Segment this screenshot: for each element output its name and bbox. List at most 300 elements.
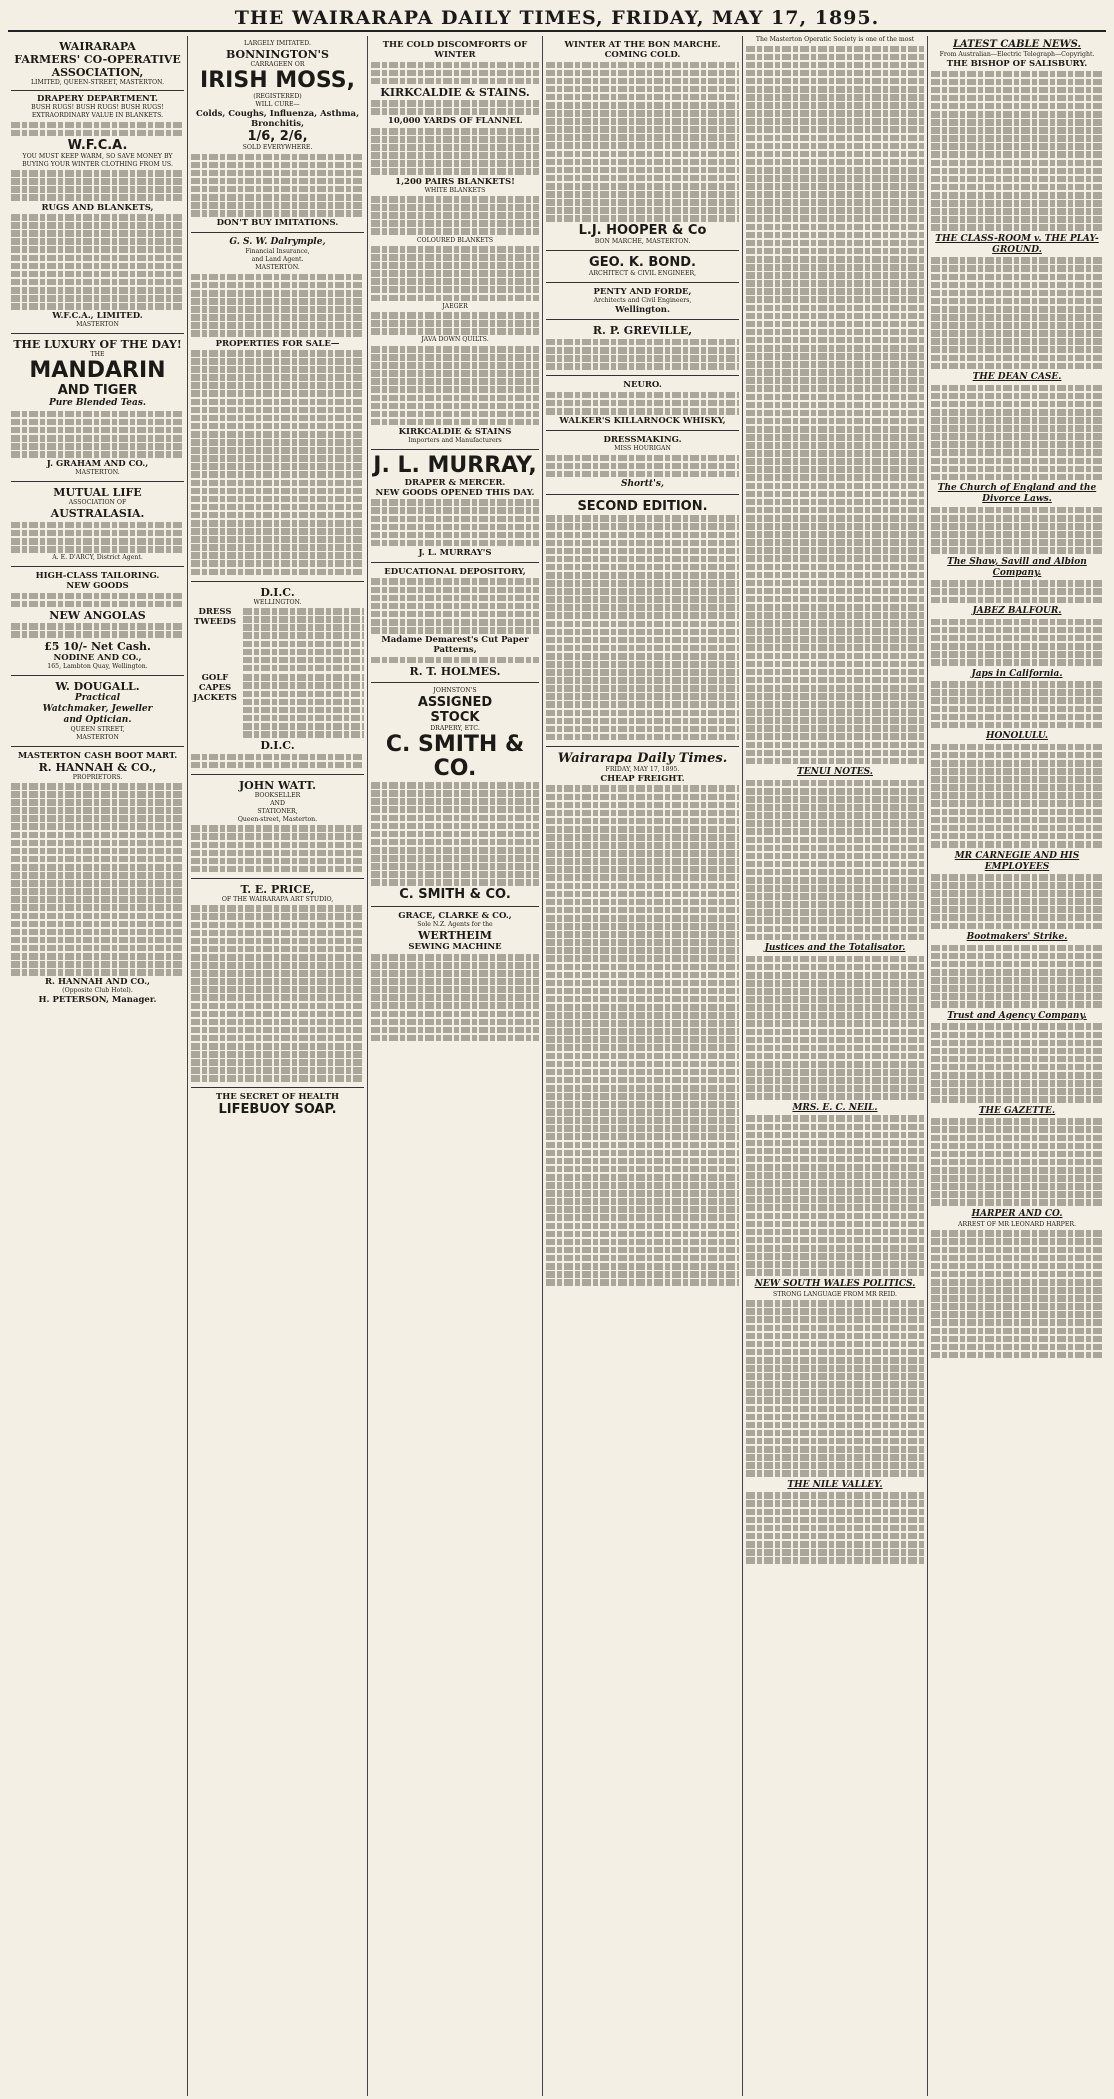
- text-line: [546, 1247, 739, 1254]
- text-line: [931, 441, 1103, 448]
- text-line: [546, 540, 739, 547]
- text-line: [931, 627, 1103, 634]
- text-line: [746, 1333, 924, 1340]
- text-line: [931, 809, 1103, 816]
- text-line: [371, 978, 539, 985]
- kirkcaldie-footer: KIRKCALDIE & STAINS: [398, 426, 512, 437]
- text-line: [931, 71, 1103, 78]
- murray-draper: DRAPER & MERCER.: [404, 477, 506, 488]
- rugs-blankets: RUGS AND BLANKETS,: [41, 202, 154, 213]
- text-line: [371, 254, 539, 261]
- text-line: [931, 993, 1103, 1000]
- text-line: [746, 1004, 924, 1011]
- text-line: [371, 578, 539, 585]
- text-line: [931, 651, 1103, 658]
- text-line: [546, 1279, 739, 1286]
- text-line: [371, 419, 539, 426]
- farmers-title-2: FARMERS' CO-OPERATIVE: [14, 53, 181, 66]
- text-line: [11, 823, 184, 830]
- text-line: [931, 274, 1103, 281]
- text-line: [546, 637, 739, 644]
- text-line: [11, 295, 184, 302]
- java-quilts: JAVA DOWN QUILTS.: [421, 336, 489, 344]
- text-line: [11, 419, 184, 426]
- text-line: [191, 170, 364, 177]
- bond-name: GEO. K. BOND.: [589, 255, 696, 271]
- text-line: [746, 1414, 924, 1421]
- text-line: [931, 95, 1103, 102]
- jaeger: JAEGER: [442, 302, 468, 310]
- text-line: [191, 1067, 364, 1074]
- text-line: [746, 644, 924, 651]
- japs-california: Japs in California.: [971, 668, 1063, 679]
- dougall-watchmaker: Watchmaker, Jeweller: [42, 703, 153, 714]
- text-line: [191, 488, 364, 495]
- hannah-ad: [11, 747, 184, 1010]
- text-line: [746, 1037, 924, 1044]
- text-line: [546, 70, 739, 77]
- text-line: [746, 1397, 924, 1404]
- text-line: [546, 596, 739, 603]
- text-line: [11, 263, 184, 270]
- text-line: [746, 240, 924, 247]
- text-line: [191, 528, 364, 535]
- text-line: [746, 596, 924, 603]
- text-line: [931, 474, 1103, 481]
- text-line: [746, 1115, 924, 1122]
- text-line: [191, 496, 364, 503]
- text-line: [746, 837, 924, 844]
- text-line: [371, 962, 539, 969]
- text-line: [546, 883, 739, 890]
- coloured-blankets: COLOURED BLANKETS: [416, 236, 494, 244]
- dean-case: THE DEAN CASE.: [972, 372, 1062, 383]
- text-line: [546, 842, 739, 849]
- bon-marche-town: BON MARCHE, MASTERTON.: [594, 238, 691, 246]
- text-line: [371, 831, 539, 838]
- text-line: [931, 1191, 1103, 1198]
- text-line: [11, 427, 184, 434]
- text-line: [931, 706, 1103, 713]
- text-line: [746, 191, 924, 198]
- text-line: [546, 891, 739, 898]
- text-line: [931, 1328, 1103, 1335]
- text-line: [746, 580, 924, 587]
- text-line: [746, 709, 924, 716]
- text-line: [931, 722, 1103, 729]
- text-line: [546, 1012, 739, 1019]
- text-line: [746, 572, 924, 579]
- text-line: [746, 135, 924, 142]
- text-line: [191, 866, 364, 873]
- text-line: [931, 969, 1103, 976]
- text-line: [191, 1035, 364, 1042]
- text-line: [191, 154, 364, 161]
- text-line: [546, 899, 739, 906]
- text-line: [546, 463, 739, 470]
- text-line: [243, 715, 364, 722]
- watt-bookseller: BOOKSELLER: [254, 791, 301, 799]
- smith-footer: C. SMITH & CO.: [399, 887, 511, 903]
- text-line: [243, 707, 364, 714]
- graham-town: MASTERTON.: [75, 469, 120, 477]
- text-line: [243, 616, 364, 623]
- text-line: [243, 699, 364, 706]
- text-line: [931, 619, 1103, 626]
- nsw-sub: STRONG LANGUAGE FROM MR REID.: [773, 1290, 897, 1298]
- text-line: [746, 717, 924, 724]
- text-line: [931, 385, 1103, 392]
- text-line: [371, 328, 539, 335]
- text-line: [191, 833, 364, 840]
- text-line: [371, 782, 539, 789]
- tailoring-ad: [11, 567, 184, 675]
- text-line: [746, 812, 924, 819]
- text-line: [371, 286, 539, 293]
- text-line: [11, 623, 184, 630]
- text-line: [746, 555, 924, 562]
- text-line: [546, 1223, 739, 1230]
- text-line: [546, 1036, 739, 1043]
- text-line: [191, 202, 364, 209]
- text-line: [11, 246, 184, 253]
- text-line: [546, 564, 739, 571]
- text-line: [746, 980, 924, 987]
- text-line: [191, 536, 364, 543]
- text-line: [931, 216, 1103, 223]
- text-line: [746, 1300, 924, 1307]
- text-line: [546, 988, 739, 995]
- nodine-name: NODINE AND CO.,: [53, 652, 142, 663]
- text-line: [546, 62, 739, 69]
- coming-cold: COMING COLD.: [604, 50, 681, 60]
- text-line: [746, 1438, 924, 1445]
- text-line: [746, 828, 924, 835]
- second-edition: [546, 495, 739, 747]
- text-line: [746, 78, 924, 85]
- mutual-life: MUTUAL LIFE: [53, 486, 142, 500]
- text-line: [371, 855, 539, 862]
- text-line: [931, 184, 1103, 191]
- text-line: [746, 232, 924, 239]
- peterson-manager: H. PETERSON, Manager.: [38, 995, 157, 1006]
- text-line: [546, 215, 739, 222]
- nile-valley: THE NILE VALLEY.: [787, 1479, 883, 1490]
- text-line: [243, 665, 364, 672]
- watt-stationer: STATIONER,: [257, 807, 298, 815]
- text-line: [371, 386, 539, 393]
- text-line: [931, 111, 1103, 118]
- text-line: [746, 1164, 924, 1171]
- text-line: [11, 222, 184, 229]
- text-line: [11, 411, 184, 418]
- text-line: [931, 1096, 1103, 1103]
- tailoring-new-goods: NEW GOODS: [66, 581, 129, 592]
- angolas-price: £5 10/- Net Cash.: [44, 639, 151, 653]
- text-line: [546, 347, 739, 354]
- text-line: [746, 1389, 924, 1396]
- text-line: [243, 682, 364, 689]
- text-line: [931, 961, 1103, 968]
- text-line: [191, 544, 364, 551]
- text-line: [546, 785, 739, 792]
- text-line: [746, 685, 924, 692]
- text-line: [746, 1357, 924, 1364]
- text-line: [11, 538, 184, 545]
- text-line: [546, 572, 739, 579]
- text-line: [746, 725, 924, 732]
- text-line: [371, 78, 539, 85]
- smith-name: C. SMITH & CO.: [385, 731, 525, 781]
- text-line: [371, 270, 539, 277]
- text-line: [746, 256, 924, 263]
- text-line: [546, 964, 739, 971]
- text-line: [371, 1035, 539, 1042]
- text-line: [746, 402, 924, 409]
- dressmaking: DRESSMAKING.: [603, 435, 682, 446]
- text-line: [371, 540, 539, 547]
- text-line: [191, 569, 364, 576]
- text-line: [746, 442, 924, 449]
- text-line: [746, 628, 924, 635]
- bonnington-name: BONNINGTON'S: [226, 48, 329, 61]
- text-line: [371, 595, 539, 602]
- text-line: [746, 1509, 924, 1516]
- text-line: [371, 507, 539, 514]
- text-line: [546, 580, 739, 587]
- text-line: [371, 220, 539, 227]
- dic-name: D.I.C.: [260, 585, 295, 599]
- text-line: [11, 230, 184, 237]
- text-line: [746, 337, 924, 344]
- text-line: [371, 320, 539, 327]
- dic-dress: DRESS: [198, 606, 232, 617]
- text-line: [11, 929, 184, 936]
- text-line: [546, 923, 739, 930]
- text-line: [931, 393, 1103, 400]
- text-line: [746, 701, 924, 708]
- text-line: [746, 1549, 924, 1556]
- text-line: [746, 1446, 924, 1453]
- text-line: [931, 945, 1103, 952]
- text-line: [746, 474, 924, 481]
- text-line: [243, 632, 364, 639]
- text-line: [191, 322, 364, 329]
- stock: STOCK: [430, 709, 480, 725]
- text-line: [191, 552, 364, 559]
- text-line: [546, 1004, 739, 1011]
- text-line: [746, 820, 924, 827]
- text-line: [546, 548, 739, 555]
- text-line: [371, 196, 539, 203]
- text-line: [931, 882, 1103, 889]
- text-line: [371, 619, 539, 626]
- text-line: [746, 264, 924, 271]
- text-line: [746, 313, 924, 320]
- text-line: [746, 1140, 924, 1147]
- text-line: [191, 162, 364, 169]
- text-line: [191, 930, 364, 937]
- text-line: [11, 601, 184, 608]
- text-line: [746, 1245, 924, 1252]
- greville-name: R. P. GREVILLE,: [592, 324, 693, 338]
- text-line: [191, 858, 364, 865]
- text-line: [11, 435, 184, 442]
- text-line: [546, 1166, 739, 1173]
- text-line: [546, 996, 739, 1003]
- harper-co: HARPER AND CO.: [971, 1208, 1063, 1219]
- shaw-savill: The Shaw, Savill and Albion Company.: [947, 556, 1087, 578]
- text-line: [746, 1045, 924, 1052]
- text-line: [191, 194, 364, 201]
- text-line: [243, 641, 364, 648]
- text-line: [371, 879, 539, 886]
- text-line: [746, 450, 924, 457]
- text-line: [371, 411, 539, 418]
- irish-moss: IRISH MOSS,: [200, 68, 355, 93]
- text-line: [11, 791, 184, 798]
- text-line: [371, 603, 539, 610]
- text-line: [546, 1174, 739, 1181]
- dalrymple-town: MASTERTON.: [255, 264, 300, 272]
- dougall-town: MASTERTON: [76, 733, 119, 741]
- grace-sole: Sole N.Z. Agents for the: [417, 921, 493, 929]
- winter-clothing: YOU MUST KEEP WARM, SO SAVE MONEY BY BUYING YOUR WINTER CLOTHING FROM US.: [22, 152, 173, 168]
- text-line: [746, 1349, 924, 1356]
- text-line: [931, 1080, 1103, 1087]
- text-line: [546, 1150, 739, 1157]
- text-line: [371, 212, 539, 219]
- kirkcaldie-importers: Importers and Manufacturers: [408, 436, 502, 444]
- text-line: [546, 907, 739, 914]
- text-line: [191, 520, 364, 527]
- text-line: [746, 1213, 924, 1220]
- mutual-agent: A. E. D'ARCY, District Agent.: [52, 554, 143, 562]
- text-line: [546, 1133, 739, 1140]
- text-line: [191, 962, 364, 969]
- text-line: [191, 850, 364, 857]
- text-line: [371, 994, 539, 1001]
- text-line: [371, 378, 539, 385]
- text-line: [191, 1011, 364, 1018]
- text-line: [546, 980, 739, 987]
- text-line: [746, 272, 924, 279]
- text-line: [191, 439, 364, 446]
- text-line: [11, 631, 184, 638]
- text-line: [746, 62, 924, 69]
- text-line: [546, 151, 739, 158]
- text-line: [931, 953, 1103, 960]
- demarest-patterns: Madame Demarest's Cut Paper Patterns,: [381, 635, 529, 656]
- text-line: [746, 426, 924, 433]
- watt-name: JOHN WATT.: [238, 778, 317, 792]
- text-line: [746, 972, 924, 979]
- latest-cable-news: LATEST CABLE NEWS.: [952, 39, 1082, 50]
- text-line: [931, 681, 1103, 688]
- text-line: [931, 985, 1103, 992]
- kirkcaldie-name: KIRKCALDIE & STAINS.: [380, 85, 530, 99]
- text-line: [546, 939, 739, 946]
- text-line: [931, 401, 1103, 408]
- bonnington-registered: (REGISTERED): [253, 93, 302, 100]
- text-line: [191, 994, 364, 1001]
- text-line: [11, 969, 184, 976]
- text-line: [931, 1151, 1103, 1158]
- text-line: [931, 1344, 1103, 1351]
- text-line: [931, 298, 1103, 305]
- text-line: [931, 449, 1103, 456]
- text-line: [546, 794, 739, 801]
- the-gazette: THE GAZETTE.: [978, 1105, 1056, 1116]
- text-line: [546, 1239, 739, 1246]
- times-nameplate: Wairarapa Daily Times.: [557, 750, 728, 766]
- text-line: [746, 321, 924, 328]
- text-line: [931, 466, 1103, 473]
- text-line: [931, 1287, 1103, 1294]
- text-line: [746, 483, 924, 490]
- text-line: [11, 238, 184, 245]
- text-line: [931, 1183, 1103, 1190]
- text-line: [546, 118, 739, 125]
- text-line: [371, 246, 539, 253]
- text-line: [546, 661, 739, 668]
- winter-bon-marche: WINTER AT THE BON MARCHE.: [564, 40, 721, 50]
- sold-everywhere: SOLD EVERYWHERE.: [242, 144, 313, 151]
- text-line: [931, 119, 1103, 126]
- text-line: [191, 306, 364, 313]
- column-4: [543, 36, 743, 2096]
- text-line: [546, 1158, 739, 1165]
- text-line: [746, 564, 924, 571]
- text-line: [371, 954, 539, 961]
- text-line: [546, 629, 739, 636]
- kirkcaldie-ad: [371, 36, 539, 450]
- text-line: [746, 1188, 924, 1195]
- text-line: [931, 635, 1103, 642]
- text-line: [371, 108, 539, 115]
- text-line: [191, 447, 364, 454]
- mandarin-ad: [11, 334, 184, 482]
- masthead: [8, 6, 1106, 32]
- text-line: [11, 530, 184, 537]
- text-line: [546, 866, 739, 873]
- dic-tweeds: TWEEDS: [193, 616, 237, 627]
- text-line: [546, 669, 739, 676]
- hannah-footer: R. HANNAH AND CO.,: [44, 977, 151, 988]
- text-line: [931, 841, 1103, 848]
- dic-footer: D.I.C.: [260, 739, 295, 753]
- text-line: [746, 539, 924, 546]
- honolulu: HONOLULU.: [985, 731, 1049, 742]
- text-line: [746, 1325, 924, 1332]
- text-line: [371, 1011, 539, 1018]
- text-line: [931, 914, 1103, 921]
- text-line: [931, 588, 1103, 595]
- text-line: [746, 418, 924, 425]
- text-line: [371, 524, 539, 531]
- text-line: [931, 833, 1103, 840]
- text-line: [931, 1088, 1103, 1095]
- neuro-ad: [546, 376, 739, 431]
- text-line: [371, 160, 539, 167]
- text-line: [746, 1492, 924, 1499]
- harper-arrest: ARREST OF MR LEONARD HARPER.: [958, 1220, 1076, 1228]
- text-line: [11, 904, 184, 911]
- text-line: [191, 754, 364, 761]
- text-line: [931, 1279, 1103, 1286]
- cure-list: Colds, Coughs, Influenza, Asthma, Bronchitis,: [195, 109, 360, 129]
- text-line: [546, 685, 739, 692]
